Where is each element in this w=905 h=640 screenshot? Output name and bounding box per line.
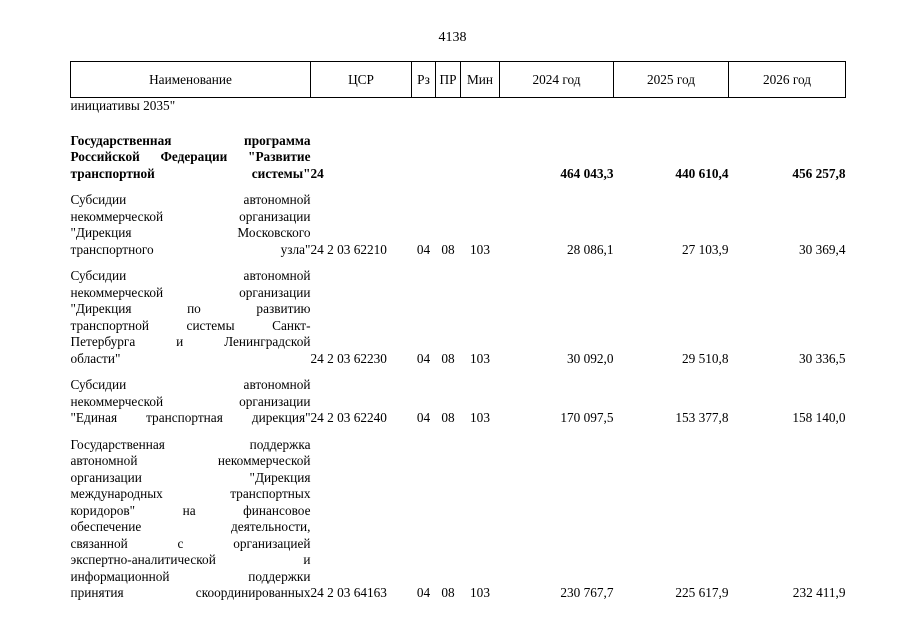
row-rz bbox=[412, 115, 436, 183]
row-y2025: 27 103,9 bbox=[681, 241, 729, 257]
table-row bbox=[71, 115, 846, 183]
row-name-line: Субсидии автономной bbox=[70, 377, 311, 392]
row-name-line: Российской Федерации "Развитие bbox=[70, 149, 311, 164]
header-csr: ЦСР bbox=[311, 62, 412, 98]
row-y2024 bbox=[500, 98, 614, 115]
table-header-row bbox=[71, 62, 846, 98]
row-csr: 24 2 03 64163 bbox=[310, 585, 387, 600]
row-name-line: Субсидии автономной bbox=[70, 192, 311, 207]
row-name-line: обеспечение деятельности, bbox=[70, 519, 311, 534]
row-name-line: Государственная поддержка bbox=[70, 436, 311, 452]
row-name-line: связанной с организацией bbox=[70, 535, 311, 551]
row-csr: 24 2 03 62230 bbox=[310, 350, 387, 366]
row-name-line: инициативы 2035" bbox=[70, 98, 176, 113]
row-rz: 04 bbox=[416, 350, 431, 366]
row-name-line: организации "Дирекция bbox=[70, 469, 311, 485]
row-pr: 08 bbox=[441, 241, 455, 257]
row-name-line: Субсидии автономной bbox=[70, 268, 311, 283]
row-y2025 bbox=[614, 98, 729, 115]
row-name bbox=[71, 367, 311, 427]
table-body bbox=[71, 98, 846, 602]
table-row bbox=[71, 367, 846, 427]
header-2025: 2025 год bbox=[614, 62, 729, 98]
table-row bbox=[71, 427, 846, 602]
row-name-line: транспортной системы Санкт- bbox=[70, 317, 311, 333]
row-min bbox=[461, 98, 500, 115]
row-rz: 04 bbox=[416, 585, 431, 600]
row-name bbox=[71, 115, 311, 183]
header-2026: 2026 год bbox=[729, 62, 846, 98]
row-name-line: транспортной системы" bbox=[70, 165, 311, 181]
row-name-line: коридоров" на финансовое bbox=[70, 502, 311, 518]
row-name-line: международных транспортных bbox=[70, 486, 311, 501]
row-name-line: информационной поддержки bbox=[70, 568, 311, 584]
row-y2024: 170 097,5 bbox=[560, 410, 614, 425]
header-min: Мин bbox=[461, 62, 500, 98]
row-rz bbox=[412, 98, 436, 115]
row-name-line: экспертно-аналитической и bbox=[70, 552, 311, 567]
row-name-line: транспортного узла" bbox=[70, 241, 311, 257]
row-name-line: "Дирекция по развитию bbox=[70, 301, 311, 316]
row-pr: 08 bbox=[441, 585, 455, 600]
row-name bbox=[71, 98, 311, 115]
row-y2026: 456 257,8 bbox=[792, 165, 846, 181]
row-pr bbox=[436, 115, 461, 183]
header-pr: ПР bbox=[436, 62, 461, 98]
row-y2024: 230 767,7 bbox=[560, 585, 614, 600]
row-y2026: 232 411,9 bbox=[792, 585, 846, 600]
row-name-line: области" bbox=[70, 350, 121, 366]
row-min: 103 bbox=[470, 350, 490, 366]
row-y2025: 29 510,8 bbox=[681, 350, 729, 366]
row-y2026: 30 369,4 bbox=[798, 241, 846, 257]
row-csr bbox=[311, 98, 412, 115]
table-row bbox=[71, 258, 846, 367]
row-y2025: 225 617,9 bbox=[675, 585, 729, 600]
row-min: 103 bbox=[470, 585, 490, 600]
row-y2026 bbox=[729, 98, 846, 115]
row-y2026: 158 140,0 bbox=[792, 410, 846, 425]
row-rz: 04 bbox=[416, 410, 431, 425]
row-name-line: Петербурга и Ленинградской bbox=[70, 334, 311, 349]
row-rz: 04 bbox=[416, 241, 431, 257]
row-name-line: некоммерческой организации bbox=[70, 284, 311, 300]
page-number: 4138 bbox=[438, 30, 467, 45]
row-pr bbox=[436, 98, 461, 115]
header-2024: 2024 год bbox=[500, 62, 614, 98]
row-name bbox=[71, 182, 311, 258]
row-y2026: 30 336,5 bbox=[798, 350, 846, 366]
table-row bbox=[71, 182, 846, 258]
row-name bbox=[71, 427, 311, 602]
row-csr: 24 2 03 62240 bbox=[310, 410, 387, 425]
row-name-line: некоммерческой организации bbox=[70, 393, 311, 409]
row-y2024: 28 086,1 bbox=[566, 241, 614, 257]
row-csr: 24 2 03 62210 bbox=[310, 241, 387, 257]
row-y2024: 30 092,0 bbox=[566, 350, 614, 366]
row-min: 103 bbox=[470, 410, 490, 425]
row-y2024: 464 043,3 bbox=[560, 165, 614, 181]
table-row bbox=[71, 98, 846, 115]
row-name-line: "Единая транспортная дирекция" bbox=[70, 410, 311, 425]
header-rz: Рз bbox=[412, 62, 436, 98]
header-name: Наименование bbox=[71, 62, 311, 98]
row-pr: 08 bbox=[441, 410, 455, 425]
budget-table bbox=[70, 61, 846, 602]
row-name-line: некоммерческой организации bbox=[70, 208, 311, 224]
row-csr: 24 bbox=[310, 165, 324, 181]
row-y2025: 440 610,4 bbox=[675, 165, 729, 181]
row-name-line: "Дирекция Московского bbox=[70, 225, 311, 240]
row-name bbox=[71, 258, 311, 367]
row-name-line: автономной некоммерческой bbox=[70, 453, 311, 468]
row-pr: 08 bbox=[441, 350, 455, 366]
row-y2025: 153 377,8 bbox=[675, 410, 729, 425]
row-name-line: принятия скоординированных bbox=[70, 585, 311, 600]
row-min bbox=[461, 115, 500, 183]
row-min: 103 bbox=[470, 241, 490, 257]
row-name-line: Государственная программа bbox=[70, 132, 311, 148]
